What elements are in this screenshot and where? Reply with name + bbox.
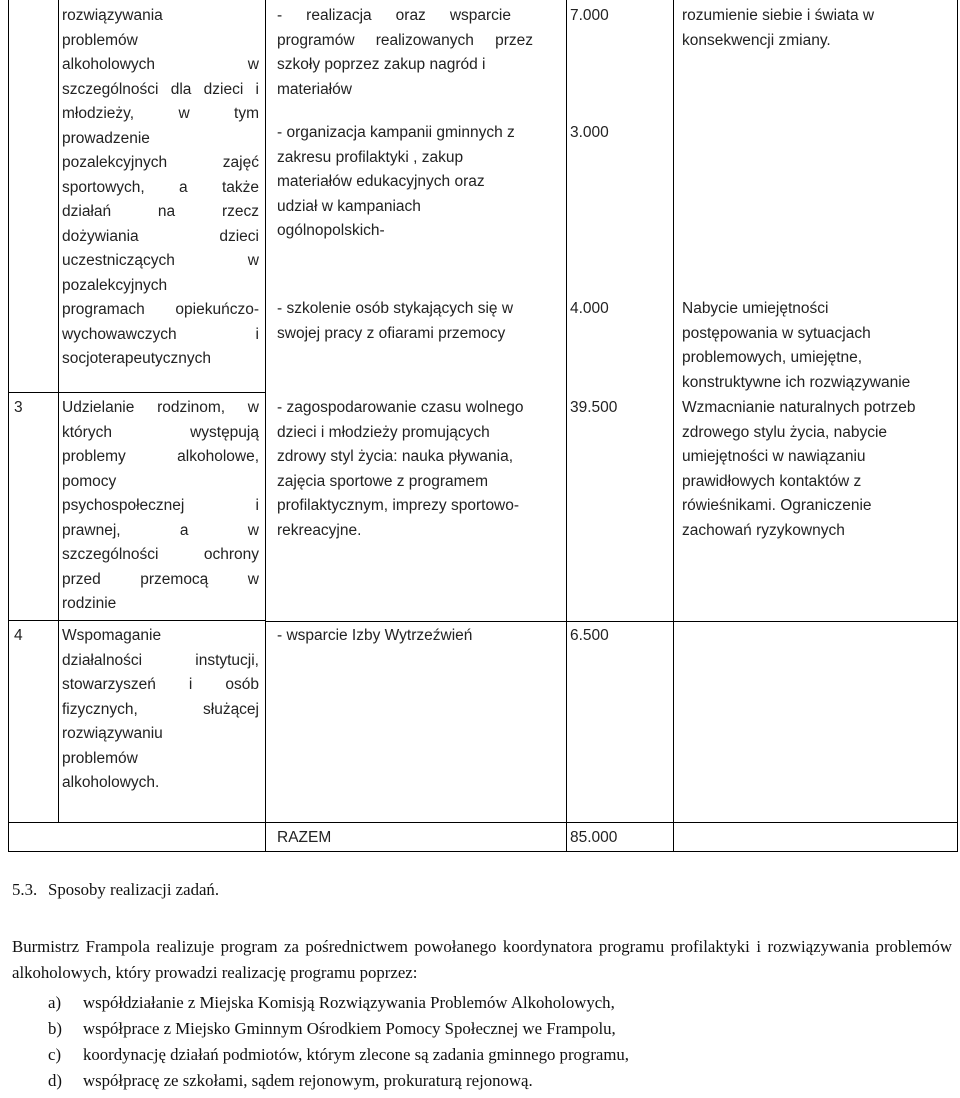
cell-text-line: stowarzyszeń i osób: [62, 676, 259, 693]
cell-text-line: przed przemocą w: [62, 570, 259, 588]
cell-text-line: zakresu profilaktyki , zakup: [277, 148, 464, 166]
cell-text-line: psychospołecznej i: [62, 497, 259, 514]
cell-text-line: fizycznych, służącej: [62, 700, 259, 718]
row3-amount: 39.500: [570, 399, 618, 416]
body-paragraph: Burmistrz Frampola realizuje program za pośrednictwem powołanego koordynatora programu profilaktyki i rozwiązywania problemów alkoholowych, który prowadzi realizację programu poprzez:: [12, 937, 952, 982]
cell-text-line: problemy alkoholowe,: [62, 448, 259, 465]
cell-text-line: sportowych, a także: [62, 178, 259, 196]
cell-text-line: pomocy: [62, 472, 117, 490]
cell-text-line: szczególności ochrony: [62, 546, 259, 563]
cell-text-line: działań na rzecz: [62, 203, 259, 220]
cell-text-line: młodzieży, w tym: [62, 105, 259, 122]
cell-text-line: pozalekcyjnych zajęć: [62, 154, 259, 171]
cell-text-line: ogólnopolskich-: [277, 222, 385, 239]
cell-text-line: - organizacja kampanii gminnych z: [277, 124, 515, 141]
table-border-bottom: [8, 851, 958, 852]
cell-text-line: socjoterapeutycznych: [62, 350, 212, 367]
row1-activity-2: [277, 121, 562, 244]
cell-text-line: prowadzenie: [62, 129, 150, 147]
cell-text-line: programów realizowanych przez: [277, 31, 533, 49]
table-divider-amount: [673, 0, 674, 852]
row1-activity-3: [277, 297, 562, 346]
cell-text-line: programach opiekuńczo-: [62, 301, 259, 318]
cell-text-line: materiałów edukacyjnych oraz: [277, 173, 485, 190]
row4-amount: 6.500: [570, 627, 609, 644]
cell-text-line: konstruktywne ich rozwiązywanie: [682, 373, 911, 391]
cell-text-line: swojej pracy z ofiarami przemocy: [277, 324, 506, 342]
cell-text-line: dzieci i młodzieży promujących: [277, 423, 490, 441]
row-divider-2: [8, 392, 266, 393]
row1-task-cell: [62, 4, 259, 372]
cell-text-line: Udzielanie rodzinom, w: [62, 399, 259, 416]
row3-task-cell: [62, 396, 259, 617]
row3-effect: [682, 396, 952, 543]
row3-number: 3: [14, 399, 23, 416]
cell-text-line: prawidłowych kontaktów z: [682, 472, 862, 490]
row1-amount-1: 7.000: [570, 7, 609, 24]
cell-text-line: rówieśnikami. Ograniczenie: [682, 497, 872, 514]
list-item: [48, 1016, 616, 1042]
cell-text-line: szczególności dla dzieci i: [62, 80, 259, 98]
table-border-right: [957, 0, 958, 852]
cell-text-line: rekreacyjne.: [277, 521, 362, 539]
cell-text-line: dożywiania dzieci: [62, 227, 259, 245]
list-text: współpracę ze szkołami, sądem rejonowym, prokuraturą rejonową.: [83, 1071, 533, 1090]
table-border-left: [8, 0, 9, 852]
cell-text-line: alkoholowych.: [62, 774, 160, 791]
cell-text-line: Nabycie umiejętności: [682, 300, 829, 317]
cell-text-line: zajęcia sportowe z programem: [277, 472, 489, 490]
list-item: [48, 1068, 533, 1094]
cell-text-line: szkoły poprzez zakup nagród i: [277, 56, 486, 73]
list-marker: b): [48, 1019, 62, 1038]
cell-text-line: rozwiązywaniu: [62, 725, 163, 742]
cell-text-line: zdrowego stylu życia, nabycie: [682, 423, 888, 441]
row1-activity-1: [277, 4, 562, 102]
list-text: współdziałanie z Miejska Komisją Rozwiązywania Problemów Alkoholowych,: [83, 993, 615, 1012]
total-label: RAZEM: [277, 829, 332, 846]
cell-text-line: materiałów: [277, 80, 352, 98]
list-marker: c): [48, 1045, 62, 1064]
cell-text-line: postępowania w sytuacjach: [682, 324, 871, 342]
table-divider-activity: [566, 0, 567, 852]
row-divider-total: [8, 822, 958, 823]
cell-text-line: profilaktycznym, imprezy sportowo-: [277, 497, 520, 514]
row-divider-3b: [266, 621, 958, 622]
list-text: koordynację działań podmiotów, którym zlecone są zadania gminnego programu,: [83, 1045, 629, 1064]
cell-text-line: problemowych, umiejętne,: [682, 349, 863, 366]
row4-activity: - wsparcie Izby Wytrzeźwień: [277, 627, 473, 644]
row1-effect-2: [682, 297, 952, 395]
cell-text-line: działalności instytucji,: [62, 651, 259, 669]
list-item: [48, 990, 615, 1016]
row1-amount-3: 4.000: [570, 300, 609, 317]
cell-text-line: alkoholowych w: [62, 56, 259, 73]
row3-activity: [277, 396, 562, 543]
cell-text-line: rozwiązywania: [62, 7, 163, 24]
row4-task-cell: [62, 624, 259, 796]
table-divider-num: [58, 0, 59, 822]
cell-text-line: rodzinie: [62, 595, 117, 612]
cell-text-line: pozalekcyjnych: [62, 276, 168, 294]
cell-text-line: Wspomaganie: [62, 627, 162, 644]
section-number: 5.3.: [12, 880, 38, 899]
cell-text-line: konsekwencji zmiany.: [682, 31, 831, 49]
row1-amount-2: 3.000: [570, 124, 609, 141]
cell-text-line: uczestniczących w: [62, 252, 259, 269]
cell-text-line: - szkolenie osób stykających się w: [277, 300, 514, 317]
row-divider-3: [8, 620, 266, 621]
list-marker: d): [48, 1071, 62, 1090]
cell-text-line: problemów: [62, 31, 138, 49]
cell-text-line: wychowawczych i: [62, 325, 259, 343]
cell-text-line: - realizacja oraz wsparcie: [277, 7, 511, 24]
row4-number: 4: [14, 627, 23, 644]
list-marker: a): [48, 993, 62, 1012]
list-item: [48, 1042, 629, 1068]
cell-text-line: zachowań ryzykownych: [682, 521, 845, 539]
cell-text-line: - zagospodarowanie czasu wolnego: [277, 399, 524, 416]
cell-text-line: udział w kampaniach: [277, 197, 421, 215]
list-text: współprace z Miejsko Gminnym Ośrodkiem Pomocy Społecznej we Frampolu,: [83, 1019, 616, 1038]
cell-text-line: zdrowy styl życia: nauka pływania,: [277, 448, 514, 465]
table-divider-task: [265, 0, 266, 852]
cell-text-line: umiejętności w nawiązaniu: [682, 448, 866, 465]
total-amount: 85.000: [570, 829, 618, 846]
cell-text-line: których występują: [62, 423, 259, 441]
cell-text-line: rozumienie siebie i świata w: [682, 7, 875, 24]
row1-effect-1: [682, 4, 952, 53]
cell-text-line: prawnej, a w: [62, 521, 259, 539]
cell-text-line: problemów: [62, 749, 138, 767]
section-title: Sposoby realizacji zadań.: [48, 880, 220, 899]
cell-text-line: Wzmacnianie naturalnych potrzeb: [682, 399, 916, 416]
